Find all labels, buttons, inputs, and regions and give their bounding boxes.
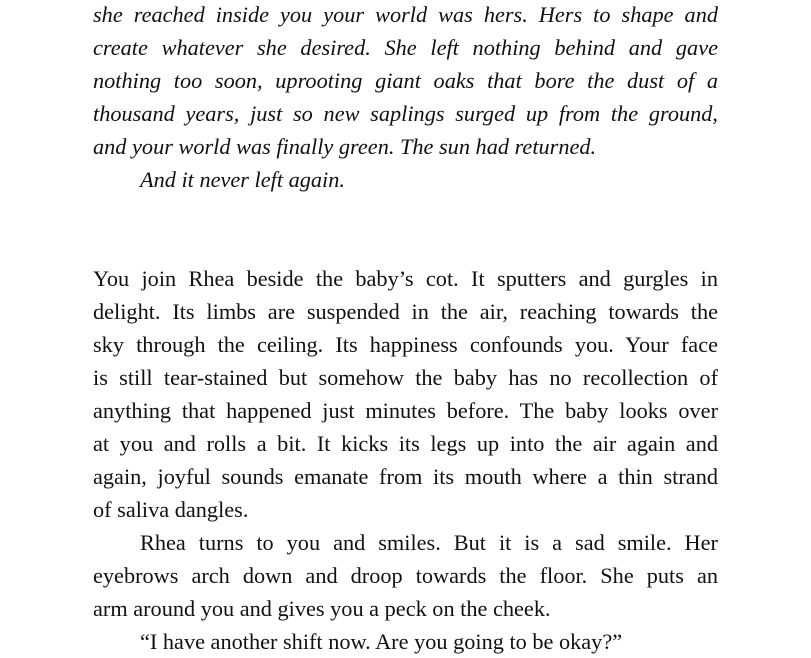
paragraph-line: sky through the ceiling. Its happiness confounds you. Your face — [93, 332, 718, 357]
paragraph-2 — [93, 526, 718, 625]
italic-line: create whatever she desired. She left nothing behind and gave — [93, 35, 718, 60]
paragraph-line: at you and rolls a bit. It kicks its legs up into the air again and — [93, 431, 718, 456]
paragraph-line: You join Rhea beside the baby’s cot. It sputters and gurgles in — [93, 266, 718, 291]
italic-line: she reached inside you your world was hers. Hers to shape and — [93, 2, 718, 27]
italic-line: and your world was finally green. The sun had returned. — [93, 134, 597, 159]
paragraph-line: arm around you and gives you a peck on the cheek. — [93, 596, 551, 621]
dialogue-line: “I have another shift now. Are you going to be okay?” — [140, 629, 623, 654]
paragraph-line: is still tear-stained but somehow the baby has no recollection of — [93, 365, 718, 390]
paragraph-line: delight. Its limbs are suspended in the air, reaching towards the — [93, 299, 718, 324]
paragraph-3 — [93, 625, 718, 658]
italic-line: thousand years, just so new saplings surged up from the ground, — [93, 101, 718, 126]
paragraph-line: anything that happened just minutes before. The baby looks over — [93, 398, 718, 423]
paragraph-1 — [93, 262, 718, 526]
paragraph-line: of saliva dangles. — [93, 497, 249, 522]
paragraph-line: Rhea turns to you and smiles. But it is a sad smile. Her — [140, 530, 718, 555]
italic-passage — [93, 0, 718, 196]
italic-line: nothing too soon, uprooting giant oaks that bore the dust of a — [93, 68, 718, 93]
document-page — [93, 0, 718, 658]
section-break — [93, 196, 718, 262]
paragraph-line: eyebrows arch down and droop towards the floor. She puts an — [93, 563, 718, 588]
paragraph-line: again, joyful sounds emanate from its mouth where a thin strand — [93, 464, 718, 489]
italic-closing-line: And it never left again. — [140, 167, 345, 192]
